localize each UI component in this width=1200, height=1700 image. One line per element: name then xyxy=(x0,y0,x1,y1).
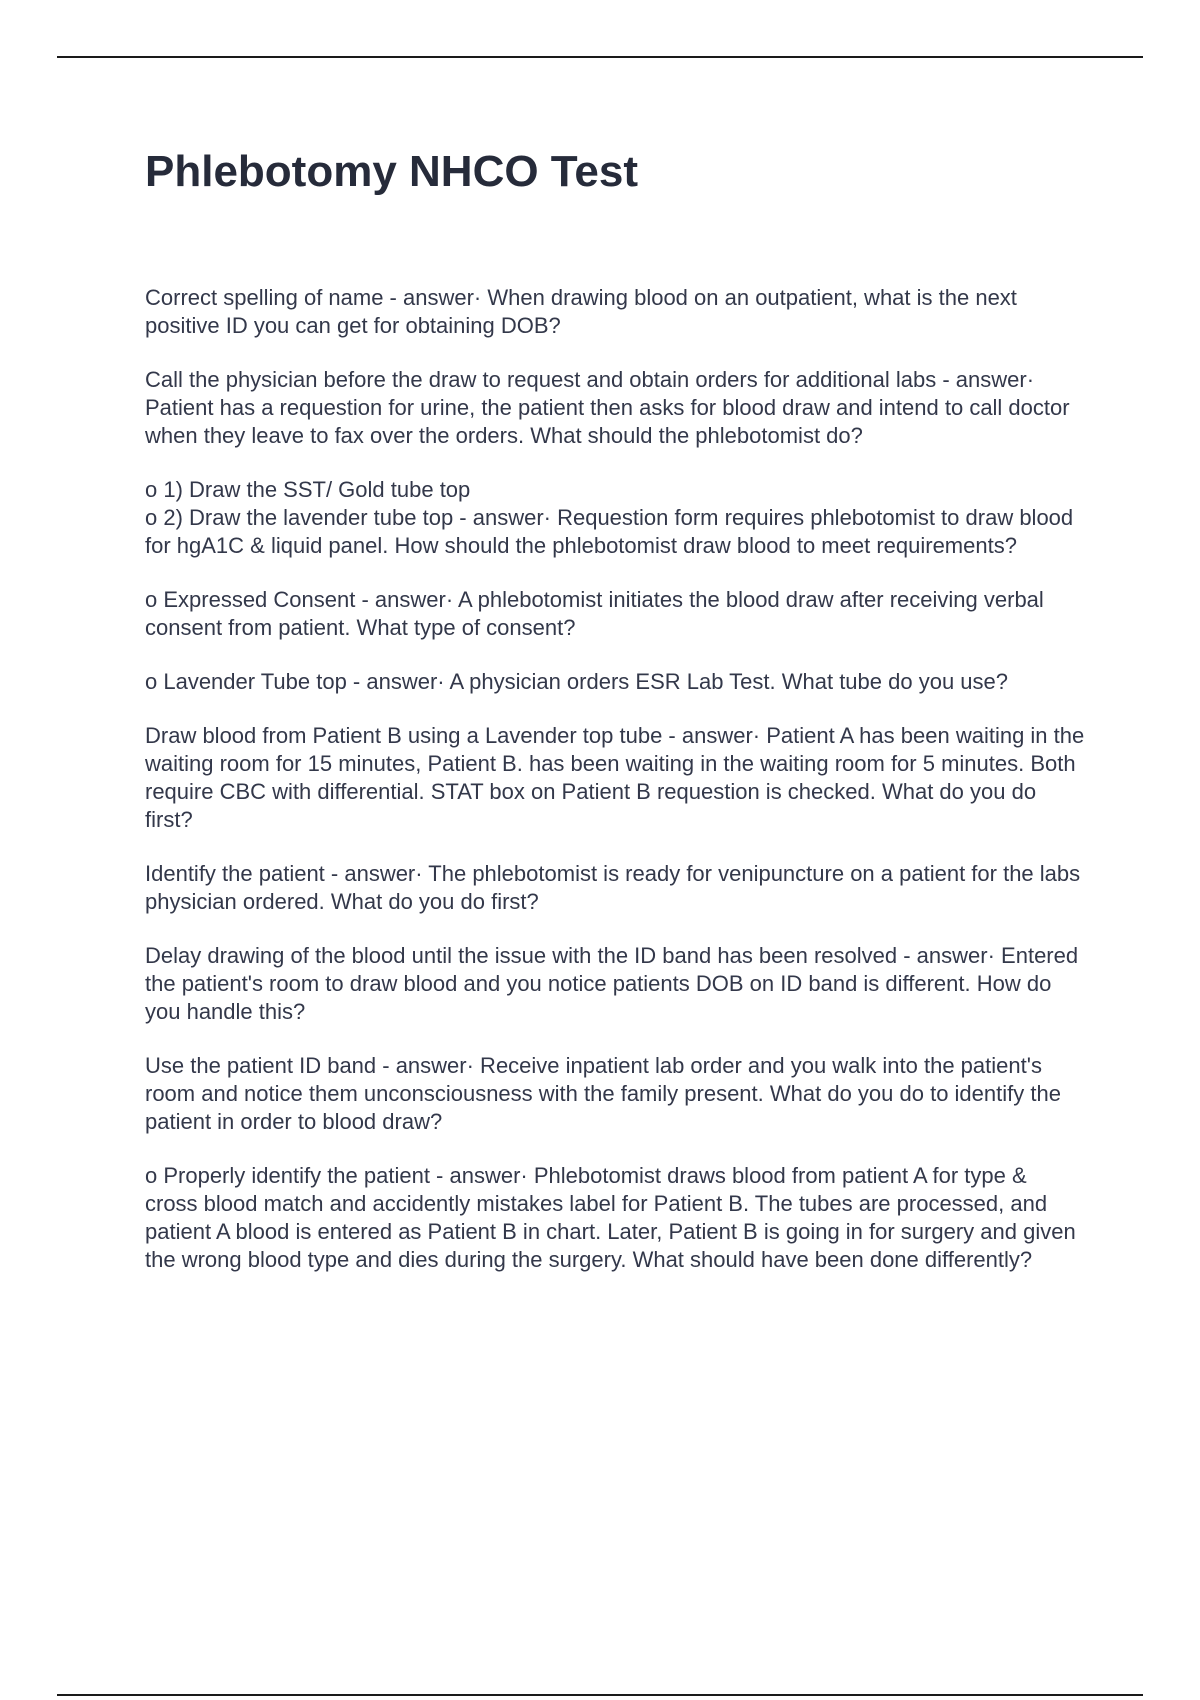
qa-entry-text: Call the physician before the draw to request and obtain orders for additional labs - answer· Patient has a requestion for urine, the patient then asks for blood draw and intend to call doctor when they leave to fax over the orders. What should the phlebotomist do? xyxy=(145,367,1070,448)
qa-entry-text: o Properly identify the patient - answer· Phlebotomist draws blood from patient A for type & cross blood match and accidently mistakes label for Patient B. The tubes are processed, and patient A blood is entered as Patient B in chart. Later, Patient B is going in for surgery and given the wrong blood type and dies during the surgery. What should have been done differently? xyxy=(145,1163,1076,1272)
document-title: Phlebotomy NHCO Test xyxy=(145,147,639,196)
qa-entry-text: o Lavender Tube top - answer· A physician orders ESR Lab Test. What tube do you use? xyxy=(145,669,1008,694)
qa-entry-text: o 2) Draw the lavender tube top - answer· Requestion form requires phlebotomist to draw blood for hgA1C & liquid panel. How should the phlebotomist draw blood to meet requirements? xyxy=(145,505,1074,558)
top-rule xyxy=(57,56,1143,58)
qa-entry xyxy=(145,1052,1085,1136)
qa-entry xyxy=(145,722,1085,834)
qa-entry-text: Delay drawing of the blood until the issue with the ID band has been resolved - answer· Entered the patient's room to draw blood and you notice patients DOB on ID band is different. How do you handle this? xyxy=(145,943,1079,1024)
qa-entry xyxy=(145,366,1085,450)
qa-entry xyxy=(145,860,1085,916)
qa-entry xyxy=(145,284,1085,340)
qa-entry-text: o 1) Draw the SST/ Gold tube top xyxy=(145,477,471,502)
qa-entry-text: o Expressed Consent - answer· A phlebotomist initiates the blood draw after receiving verbal consent from patient. What type of consent? xyxy=(145,587,1044,640)
qa-entry-text: Identify the patient - answer· The phlebotomist is ready for venipuncture on a patient for the labs physician ordered. What do you do first? xyxy=(145,861,1081,914)
bottom-rule xyxy=(57,1694,1143,1696)
qa-entry xyxy=(145,668,1085,696)
qa-entry-text: Draw blood from Patient B using a Lavender top tube - answer· Patient A has been waiting in the waiting room for 15 minutes, Patient B. has been waiting in the waiting room for 5 minutes. Both require CBC with differential. STAT box on Patient B requestion is checked. What do you do first? xyxy=(145,723,1085,832)
qa-entry xyxy=(145,1162,1085,1274)
qa-entry xyxy=(145,942,1085,1026)
qa-entry xyxy=(145,586,1085,642)
qa-entry-text: Correct spelling of name - answer· When drawing blood on an outpatient, what is the next positive ID you can get for obtaining DOB? xyxy=(145,285,1017,338)
qa-entry-text: Use the patient ID band - answer· Receive inpatient lab order and you walk into the patient's room and notice them unconsciousness with the family present. What do you do to identify the patient in order to blood draw? xyxy=(145,1053,1061,1134)
document-body xyxy=(145,284,1085,1300)
qa-entry xyxy=(145,476,1085,560)
